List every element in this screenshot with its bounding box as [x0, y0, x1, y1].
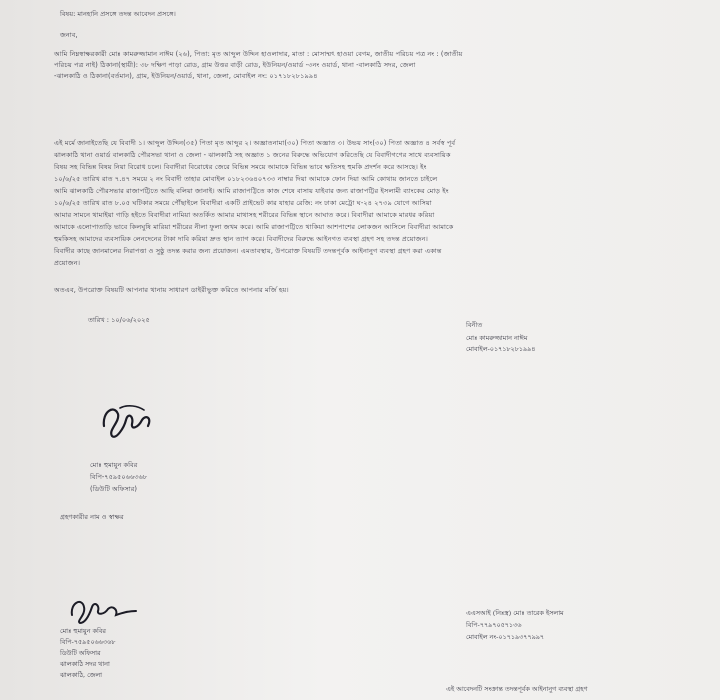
date-line: তারিখ : ১০/০৬/২০২৫	[88, 316, 150, 324]
assigned-officer-name: এএসআই (নিঃস্ত্র) মোঃ তারেক ইসলাম	[466, 609, 564, 617]
intro-line: -ঝালকাঠি ও ঠিকানা(বর্তমান), গ্রাম, ইউনিয়ন/ওয়ার্ড, থানা, জেলা, মোবাইল নং: ০১৭১৮২৮১৯৯৪	[54, 72, 318, 80]
stamp-bp: বিপি-৭৫৯৫০৬৬৩৬৮	[60, 638, 116, 646]
stamp-designation: ডিউটি অফিসার	[60, 649, 101, 657]
assigned-officer-bp: বিপি-৭৭৯৭০৫৭১৩৬	[466, 621, 522, 629]
body-line: বিষয় সহ বিভিন্ন বিষয় নিয়া বিরোধ চলে। বিবাদীরা বিরোধের জেরে বিভিন্ন সময়ে আমাকে বিভিন্ন ভাবে ক্ষতিসহ হুমকি প্রদর্শন করে আসছে। ইং	[54, 163, 427, 171]
officer-signature	[98, 398, 158, 440]
salutation: জনাব,	[60, 31, 78, 39]
closing-line: অতএব, উপরোক্ত বিষয়টি আপনার থানায় সাধারণ ডাইরীভুক্ত করিতে আপনার মর্জি হয়।	[54, 286, 289, 294]
officer-name: মোঃ হুমায়ুন কবির	[90, 461, 138, 469]
officer-designation: (ডিউটি অফিসার)	[90, 485, 137, 493]
body-line: আমার সামনে থামাইয়া গাড়ি হইতে বিবাদীরা নামিয়া অতর্কিত আমার মাথাসহ শরীরের বিভিন্ন স্থানে আঘাত করে। বিবাদীরা আমাকে মারধর করিয়া	[54, 211, 435, 219]
body-line: আমি ঝালকাঠি পৌরসভার রাজাপট্টিতে আছি বলিয়া জানাই। আমি রাজাপট্টিতে কাজ শেষে বাসায় যাইবার জন্য রাজাপট্টির ইসলামী ব্যাংকের মোড় ইং	[54, 187, 449, 195]
stamp-name: মোঃ হুমায়ুন কবির	[60, 627, 106, 635]
body-line: আমাকে এলোপাতাড়ি ভাবে কিলঘুষি মারিয়া শরীরের নীলা ফুলা জখম করে। আমি রাজাপট্টিতে থাকিয়া আশপাশের লোকজন আসিলে বিবাদীরা আমাকে	[54, 223, 454, 231]
body-line: প্রয়োজন।	[54, 259, 81, 267]
footer-note: এই আবেদনটি সংক্রান্ত তদন্তপূর্বক আইনানুগ ব্যবস্থা গ্রহণ	[446, 685, 588, 693]
body-line: বিবাদীর কাছে জানমালের নিরাপত্তা ও সুষ্ঠু তদন্ত করার জন্য প্রয়োজন। এমতাবস্থায়, উপরোক্ত বিষয়টি তদন্তপূর্বক আইনানুগ ব্যবস্থা গ্রহণ করা একান্ত	[54, 247, 442, 255]
intro-line: পরিচয় পত্র নাই) ঠিকানা(স্থায়ী): ৩৮ দক্ষিণ পাড়া রোড, গ্রাম উত্তর বাড়ী রোড, ইউনিয়ন/ওয়ার্ড -৩নং ওয়ার্ড, থানা -বালকাঠি সদর, জেলা	[54, 61, 416, 69]
officer-bp: বিপি-৭৫৯৫০৬৬৩৬৮	[90, 473, 148, 481]
body-line: হুমকিসহ আমাদের ব্যবসায়িক লেনদেনের টাকা দাবি করিয়া দ্রুত স্থান ত্যাগ করে। বিবাদীদের বিরুদ্ধে আইনগত ব্যবস্থা গ্রহণ সহ তদন্ত প্রয়োজন।	[54, 235, 428, 243]
applicant-name: মোঃ কামরুজ্জামান নাঈম	[466, 334, 528, 342]
stamp-station: ঝালকাঠি সদর থানা	[60, 660, 110, 668]
body-line: এই মর্মে জানাইতেছি যে বিবাদী ১। আব্দুল উদ্দিন(৩৫) পিতা মৃত আব্দুর ২। অজ্ঞাতনামা(৩০) পিতা অজ্ঞাত ৩। উভয় সাং(৩০) পিতা অজ্ঞাত ৪ সর্বস্ব পূর্ব	[54, 139, 456, 147]
body-line: ঝালকাঠি থানা ওয়ার্ড বালকাঠি পৌরসভা থানা ও জেলা - ঝালকাঠি সহ অজ্ঞাত ১ জনের বিরুদ্ধে অভিযোগ করিতেছি যে বিবাদীগণের সাথে ব্যবসায়িক	[54, 151, 451, 159]
assigned-officer-mobile: মোবাইল নং-০১৭১৯৩৭৭৯৯৭	[466, 633, 545, 641]
body-line: ১০/৬/২৫ তারিখ রাত ৭.৪৭ সময়ে ২ নং বিবাদী তাহার মোবাইল ০১৮২৩৬৪০৭৩৩ নাম্বার দিয়া আমাকে ফোন দিয়া আমি কোথায় জানতে চাইলে	[54, 175, 438, 183]
body-line: ১০/৬/২৫ তারিখ রাত ৮.০৫ ঘটিকার সময়ে পৌঁছাইলে বিবাদীরা একটি প্রাইভেট কার যাহার রেজি: নং ঢাকা মেট্রো ঘ-২৪ ২৭৩৯ যোগে আসিয়া	[54, 199, 432, 207]
stamp-district: ঝালকাঠি, জেলা	[60, 671, 103, 679]
applicant-closing: বিনীত	[466, 321, 483, 329]
stamp-signature	[68, 593, 140, 625]
intro-line: আমি নিম্নস্বাক্ষরকারী মোঃ কামরুজ্জামান নাঈম (২৬), পিতা: মৃত আব্দুল উদ্দিন হাওলাদার, মাতা : মোসাম্মৎ হাওয়া বেগম, জাতীয় পরিচয় পত্র নং : (জাতীয়	[54, 50, 463, 58]
receiver-label: গ্রহণকারীর নাম ও স্বাক্ষর	[60, 513, 124, 521]
subject-line: বিষয়: মানহানি প্রসঙ্গে তদন্ত আবেদন প্রসঙ্গে।	[60, 10, 176, 18]
applicant-mobile: মোবাইল-০১৭১৮২৮১৯৯৪	[466, 345, 536, 353]
